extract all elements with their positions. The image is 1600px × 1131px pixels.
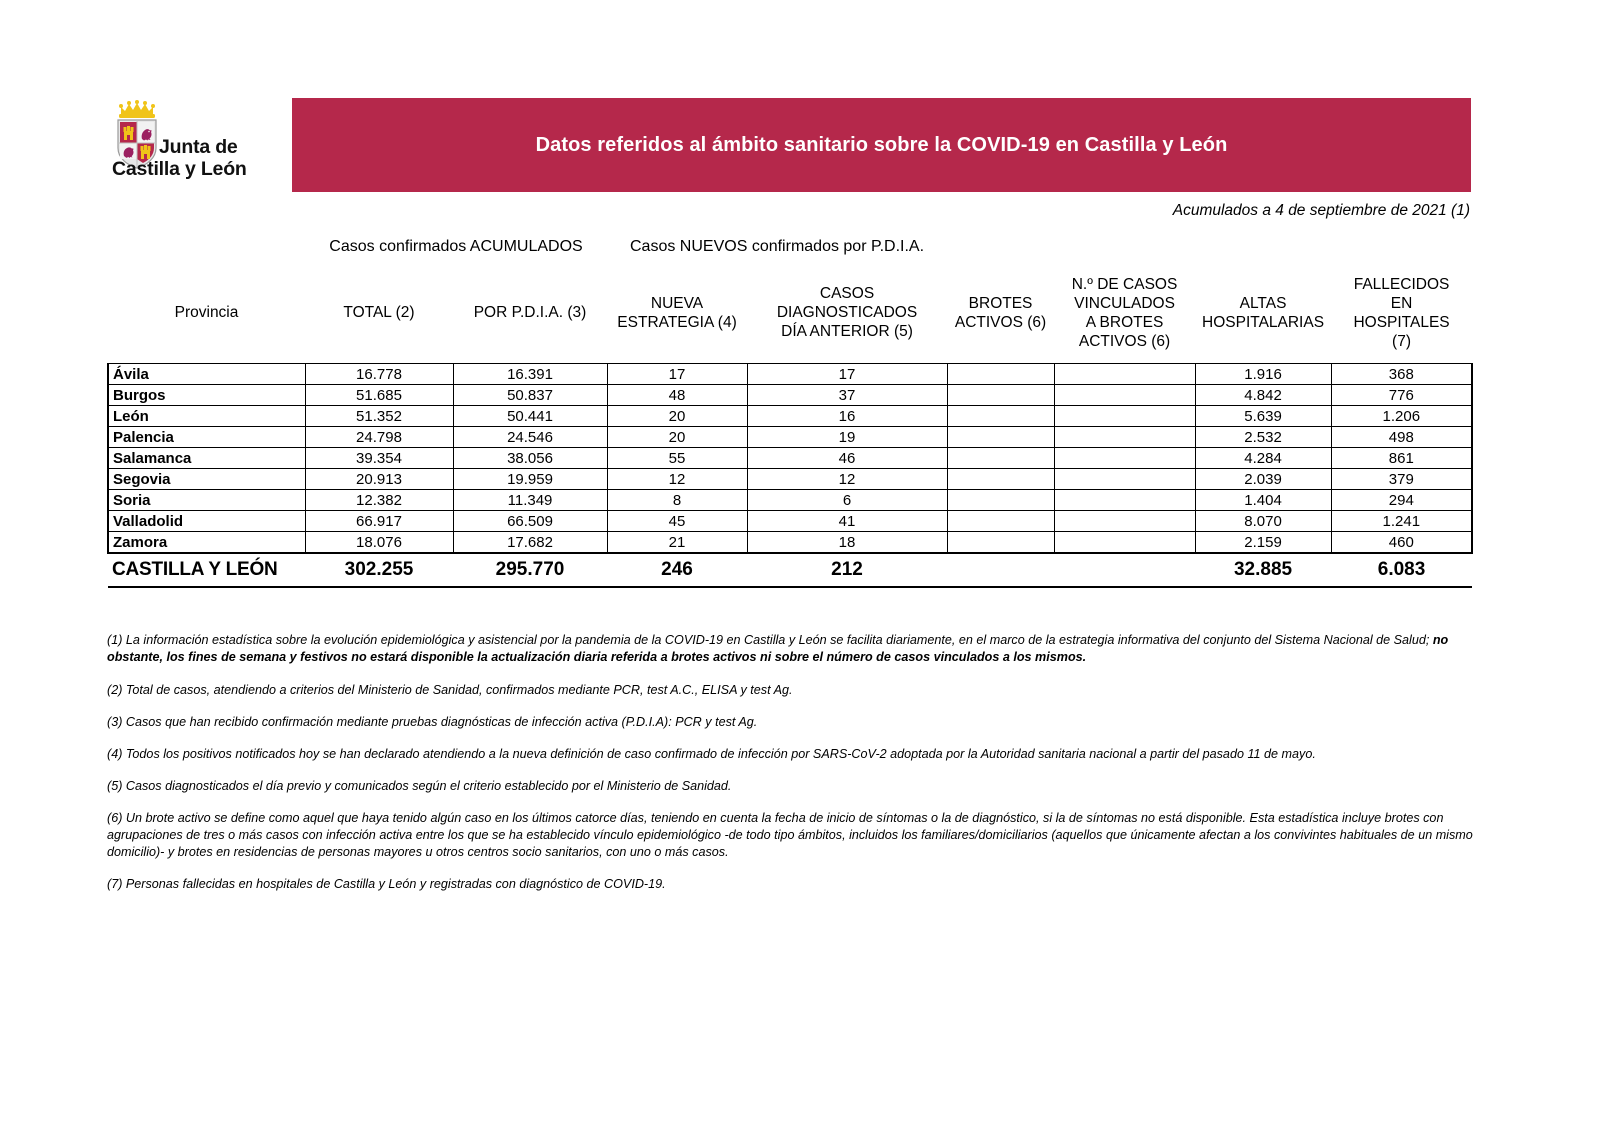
cell-casos-dia-anterior: 18 — [747, 532, 947, 554]
col-header-fallecidos-line2: EN — [1390, 294, 1413, 312]
col-header-vinculados — [1054, 262, 1195, 364]
accumulated-date-note: Acumulados a 4 de septiembre de 2021 (1) — [1172, 202, 1470, 219]
cell-fallecidos: 776 — [1331, 385, 1472, 406]
cell-brotes-activos — [947, 469, 1054, 490]
col-header-brotes-activos-line2: ACTIVOS (6) — [954, 313, 1047, 331]
cell-casos-dia-anterior: 12 — [747, 469, 947, 490]
table-row — [108, 427, 1472, 448]
table-row — [108, 511, 1472, 532]
cell-nueva-estrategia: 48 — [607, 385, 747, 406]
cell-casos-dia-anterior: 6 — [747, 490, 947, 511]
page-header — [0, 0, 1600, 219]
col-header-provincia-line1: Provincia — [174, 304, 239, 321]
cell-vinculados — [1054, 532, 1195, 554]
table-total-row — [108, 553, 1472, 587]
cell-total: 16.778 — [305, 364, 453, 385]
total-row-total: 302.255 — [305, 553, 453, 587]
cell-nueva-estrategia: 17 — [607, 364, 747, 385]
cell-casos-dia-anterior: 41 — [747, 511, 947, 532]
cell-brotes-activos — [947, 532, 1054, 554]
cell-por-pdia: 50.837 — [453, 385, 607, 406]
cell-total: 51.685 — [305, 385, 453, 406]
cell-altas: 2.532 — [1195, 427, 1331, 448]
cell-vinculados — [1054, 448, 1195, 469]
covid-data-table — [107, 231, 1473, 588]
cell-fallecidos: 498 — [1331, 427, 1472, 448]
cell-nueva-estrategia: 12 — [607, 469, 747, 490]
cell-por-pdia: 19.959 — [453, 469, 607, 490]
cell-casos-dia-anterior: 16 — [747, 406, 947, 427]
cell-casos-dia-anterior: 37 — [747, 385, 947, 406]
cell-vinculados — [1054, 406, 1195, 427]
footnotes — [107, 632, 1475, 908]
cell-altas: 5.639 — [1195, 406, 1331, 427]
table-column-header-row — [108, 262, 1472, 364]
footnote-1-part-a: (1) La información estadística sobre la evolución epidemiológica y asistencial por la pandemia de la COVID-19 en Castilla y León se facilita diariamente, en el marco de la estrategia informativa del conjunto del Sistema Nacional de Salud; — [107, 633, 1430, 647]
cell-por-pdia: 24.546 — [453, 427, 607, 448]
junta-logo — [107, 98, 282, 193]
cell-total: 12.382 — [305, 490, 453, 511]
col-header-casos-dia-anterior-line2: DIAGNOSTICADOS — [776, 304, 918, 321]
cell-nueva-estrategia: 8 — [607, 490, 747, 511]
cell-brotes-activos — [947, 511, 1054, 532]
col-header-nueva-estrategia-line1: NUEVA — [650, 294, 704, 312]
cell-provincia: León — [108, 406, 305, 427]
cell-altas: 8.070 — [1195, 511, 1331, 532]
col-header-por-pdia-line1: POR P.D.I.A. (3) — [473, 304, 587, 321]
col-header-nueva-estrategia-line2: ESTRATEGIA (4) — [617, 313, 737, 331]
col-header-vinculados-line1: N.º DE CASOS — [1071, 275, 1178, 293]
footnote-4: (4) Todos los positivos notificados hoy se han declarado atendiendo a la nueva definición de caso confirmado de infección por SARS-CoV-2 adoptada por la Autoridad sanitaria nacional a partir del pasado 11 de mayo. — [107, 747, 1316, 761]
col-header-fallecidos-line1: FALLECIDOS — [1353, 275, 1450, 293]
total-row-nueva-estrategia: 246 — [607, 553, 747, 587]
total-row-vinculados — [1054, 553, 1195, 587]
total-row-brotes-activos — [947, 553, 1054, 587]
cell-provincia: Burgos — [108, 385, 305, 406]
footnote-6: (6) Un brote activo se define como aquel que haya tenido algún caso en los últimos catorce días, teniendo en cuenta la fecha de inicio de síntomas o la de diagnóstico, si la de síntomas no está disponible. Esta estadística incluye brotes con agrupaciones de tres o más casos con infección activa entre los que se ha establecido vínculo epidemiológico -de todo tipo ámbitos, incluidos los familiares/domiciliarios (aquellos que únicamente afectan a los convivintes habituales de un mismo domicilio)- y brotes en residencias de personas mayores u otros centros socio sanitarios, con uno o más casos. — [107, 811, 1473, 859]
cell-vinculados — [1054, 427, 1195, 448]
cell-total: 51.352 — [305, 406, 453, 427]
col-header-fallecidos — [1331, 262, 1472, 364]
title-banner — [292, 98, 1471, 192]
group-header-blank-right — [947, 231, 1472, 262]
logo-line-1: Junta de — [159, 136, 238, 158]
group-header-acumulados: Casos confirmados ACUMULADOS — [305, 231, 607, 262]
cell-nueva-estrategia: 20 — [607, 406, 747, 427]
total-row-por-pdia: 295.770 — [453, 553, 607, 587]
cell-total: 18.076 — [305, 532, 453, 554]
group-header-blank — [108, 231, 305, 262]
col-header-por-pdia — [453, 262, 607, 364]
cell-por-pdia: 11.349 — [453, 490, 607, 511]
col-header-vinculados-line4: ACTIVOS (6) — [1078, 332, 1171, 350]
col-header-altas — [1195, 262, 1331, 364]
col-header-casos-dia-anterior-line1: CASOS — [819, 285, 875, 302]
cell-fallecidos: 294 — [1331, 490, 1472, 511]
cell-casos-dia-anterior: 46 — [747, 448, 947, 469]
cell-por-pdia: 50.441 — [453, 406, 607, 427]
col-header-brotes-activos — [947, 262, 1054, 364]
cell-nueva-estrategia: 55 — [607, 448, 747, 469]
covid-data-table-wrapper — [107, 231, 1471, 588]
cell-altas: 2.039 — [1195, 469, 1331, 490]
col-header-casos-dia-anterior-line3: DÍA ANTERIOR (5) — [781, 323, 913, 340]
col-header-casos-dia-anterior — [747, 262, 947, 364]
cell-fallecidos: 1.206 — [1331, 406, 1472, 427]
cell-fallecidos: 379 — [1331, 469, 1472, 490]
footnote-1-part-b: no obstante, los fines de semana y festivos no estará disponible la actualización diaria referida a brotes activos ni sobre el número de casos vinculados a los mismos. — [107, 633, 1449, 664]
junta-logo-text — [112, 136, 289, 180]
cell-total: 20.913 — [305, 469, 453, 490]
cell-brotes-activos — [947, 490, 1054, 511]
table-row — [108, 532, 1472, 554]
footnote-2: (2) Total de casos, atendiendo a criterios del Ministerio de Sanidad, confirmados mediante PCR, test A.C., ELISA y test Ag. — [107, 683, 793, 697]
cell-fallecidos: 1.241 — [1331, 511, 1472, 532]
cell-por-pdia: 66.509 — [453, 511, 607, 532]
footnote-3: (3) Casos que han recibido confirmación mediante pruebas diagnósticas de infección activa (P.D.I.A): PCR y test Ag. — [107, 715, 758, 729]
cell-provincia: Ávila — [108, 364, 305, 385]
cell-nueva-estrategia: 21 — [607, 532, 747, 554]
cell-nueva-estrategia: 20 — [607, 427, 747, 448]
footnote-7: (7) Personas fallecidas en hospitales de Castilla y León y registradas con diagnóstico de COVID-19. — [107, 877, 666, 891]
cell-provincia: Palencia — [108, 427, 305, 448]
cell-altas: 2.159 — [1195, 532, 1331, 554]
logo-line-2: Castilla y León — [112, 158, 247, 180]
cell-vinculados — [1054, 490, 1195, 511]
cell-brotes-activos — [947, 427, 1054, 448]
cell-provincia: Segovia — [108, 469, 305, 490]
cell-fallecidos: 861 — [1331, 448, 1472, 469]
cell-total: 24.798 — [305, 427, 453, 448]
cell-provincia: Zamora — [108, 532, 305, 554]
table-group-header-row — [108, 231, 1472, 262]
col-header-provincia — [108, 262, 305, 364]
total-row-casos-dia-anterior: 212 — [747, 553, 947, 587]
cell-por-pdia: 16.391 — [453, 364, 607, 385]
table-row — [108, 364, 1472, 385]
cell-provincia: Valladolid — [108, 511, 305, 532]
col-header-vinculados-line2: VINCULADOS — [1074, 294, 1175, 312]
col-header-nueva-estrategia — [607, 262, 747, 364]
col-header-brotes-activos-line1: BROTES — [968, 294, 1033, 312]
col-header-altas-line1: ALTAS — [1239, 294, 1287, 312]
table-row — [108, 406, 1472, 427]
cell-vinculados — [1054, 364, 1195, 385]
cell-altas: 4.842 — [1195, 385, 1331, 406]
cell-casos-dia-anterior: 17 — [747, 364, 947, 385]
page-title: Datos referidos al ámbito sanitario sobre la COVID-19 en Castilla y León — [535, 133, 1228, 156]
cell-por-pdia: 38.056 — [453, 448, 607, 469]
cell-fallecidos: 460 — [1331, 532, 1472, 554]
col-header-vinculados-line3: A BROTES — [1085, 313, 1164, 331]
cell-casos-dia-anterior: 19 — [747, 427, 947, 448]
cell-brotes-activos — [947, 364, 1054, 385]
group-header-nuevos: Casos NUEVOS confirmados por P.D.I.A. — [607, 231, 947, 262]
cell-vinculados — [1054, 385, 1195, 406]
table-row — [108, 385, 1472, 406]
cell-vinculados — [1054, 469, 1195, 490]
table-row — [108, 469, 1472, 490]
cell-fallecidos: 368 — [1331, 364, 1472, 385]
col-header-fallecidos-line4: (7) — [1392, 332, 1411, 350]
cell-altas: 1.404 — [1195, 490, 1331, 511]
total-row-fallecidos: 6.083 — [1331, 553, 1472, 587]
table-row — [108, 490, 1472, 511]
col-header-total — [305, 262, 453, 364]
cell-provincia: Soria — [108, 490, 305, 511]
cell-altas: 1.916 — [1195, 364, 1331, 385]
cell-brotes-activos — [947, 448, 1054, 469]
cell-brotes-activos — [947, 385, 1054, 406]
cell-provincia: Salamanca — [108, 448, 305, 469]
footnote-1 — [107, 632, 1475, 666]
table-body — [108, 364, 1472, 554]
cell-brotes-activos — [947, 406, 1054, 427]
cell-vinculados — [1054, 511, 1195, 532]
cell-total: 39.354 — [305, 448, 453, 469]
col-header-altas-line2: HOSPITALARIAS — [1202, 313, 1325, 331]
cell-total: 66.917 — [305, 511, 453, 532]
total-row-provincia: CASTILLA Y LEÓN — [108, 553, 305, 587]
footnote-5: (5) Casos diagnosticados el día previo y comunicados según el criterio establecido por el Ministerio de Sanidad. — [107, 779, 732, 793]
cell-altas: 4.284 — [1195, 448, 1331, 469]
col-header-fallecidos-line3: HOSPITALES — [1353, 313, 1450, 331]
cell-nueva-estrategia: 45 — [607, 511, 747, 532]
table-row — [108, 448, 1472, 469]
col-header-total-line1: TOTAL (2) — [343, 304, 415, 321]
cell-por-pdia: 17.682 — [453, 532, 607, 554]
total-row-altas: 32.885 — [1195, 553, 1331, 587]
